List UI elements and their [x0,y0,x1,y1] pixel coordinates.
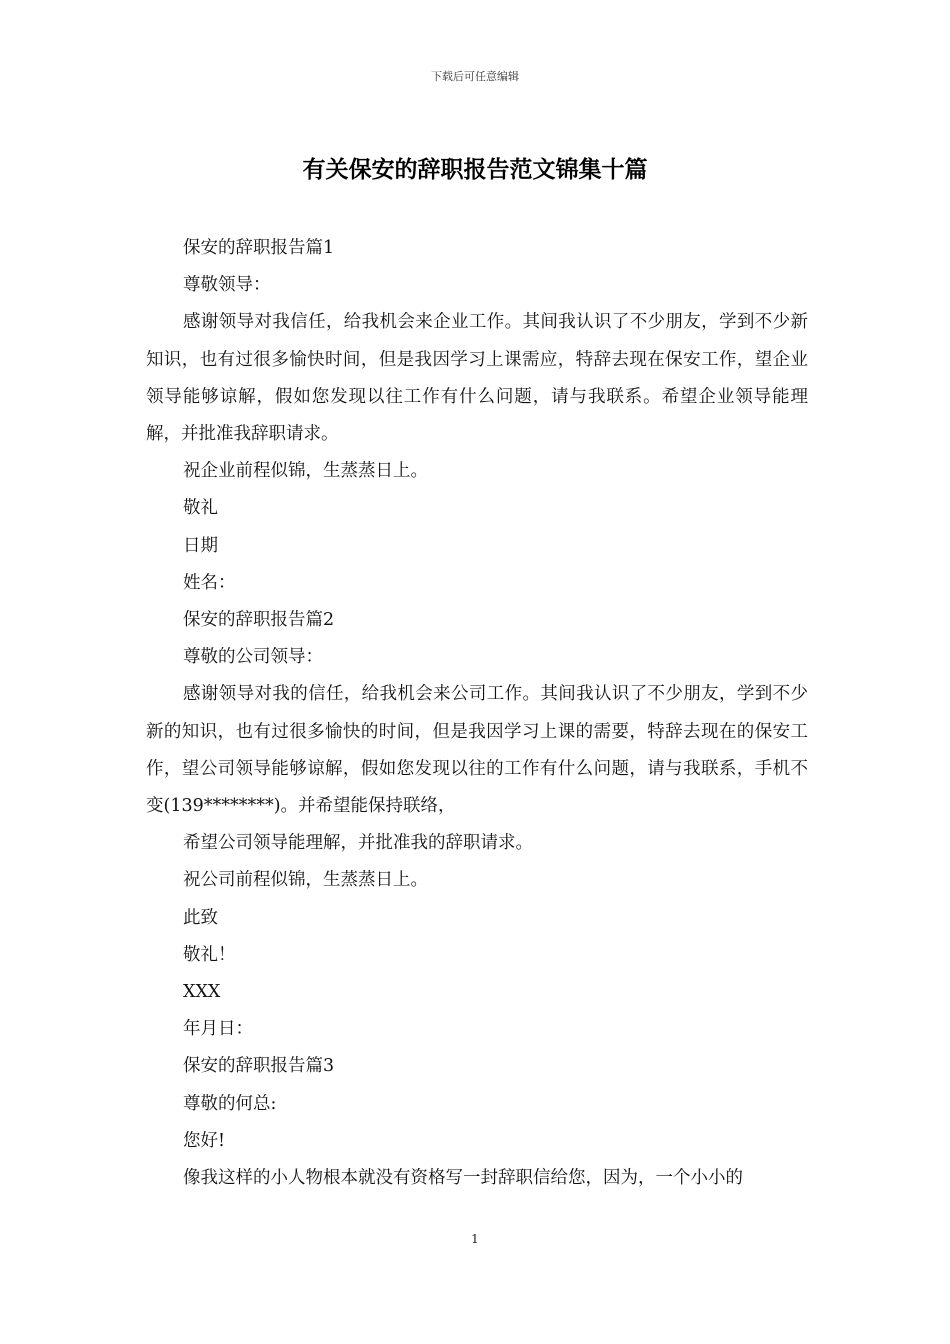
header-note: 下载后可任意编辑 [431,70,519,83]
body-paragraph: 希望公司领导能理解，并批准我的辞职请求。 [183,833,533,854]
document-body [146,230,808,1197]
greeting: 您好! [183,1130,226,1151]
date-line: 日期 [183,535,218,556]
name-line: 姓名： [183,572,236,593]
salutation: 尊敬领导： [183,275,271,296]
section-heading-1: 保安的辞职报告篇1 [183,238,335,258]
body-paragraph: 感谢领导对我信任，给我机会来企业工作。其间我认识了不少朋友，学到不少新知识，也有过很多愉快时间，但是我因学习上课需应，特辞去现在保安工作，望企业领导能够谅解，假如您发现以往工作有什么问题，请与我联系。希望企业领导能理解，并批准我辞职请求。 [146,312,808,445]
closing-regards: 敬礼 [183,498,218,519]
closing-phrase: 此致 [183,907,218,928]
closing-wish: 祝企业前程似锦，生蒸蒸日上。 [183,461,428,482]
body-paragraph: 感谢领导对我的信任，给我机会来公司工作。其间我认识了不少朋友，学到不少新的知识，也有过很多愉快的时间，但是我因学习上课的需要，特辞去现在的保安工作，望公司领导能够谅解，假如您发现以往的工作有什么问题，请与我联系，手机不变(139********)。并希望能保持联络， [146,684,808,817]
closing-regards: 敬礼！ [183,944,236,965]
closing-wish: 祝公司前程似锦，生蒸蒸日上。 [183,870,428,891]
salutation: 尊敬的公司领导： [183,647,323,668]
body-paragraph: 像我这样的小人物根本就没有资格写一封辞职信给您，因为，一个小小的 [183,1168,743,1189]
document-title: 有关保安的辞职报告范文锦集十篇 [302,156,648,183]
salutation: 尊敬的何总: [183,1093,277,1114]
section-heading-3: 保安的辞职报告篇3 [183,1056,335,1077]
section-heading-2: 保安的辞职报告篇2 [183,610,335,631]
date-line: 年月日： [183,1019,253,1040]
page-number: 1 [471,1232,479,1246]
signature-line: XXX [183,982,221,1003]
